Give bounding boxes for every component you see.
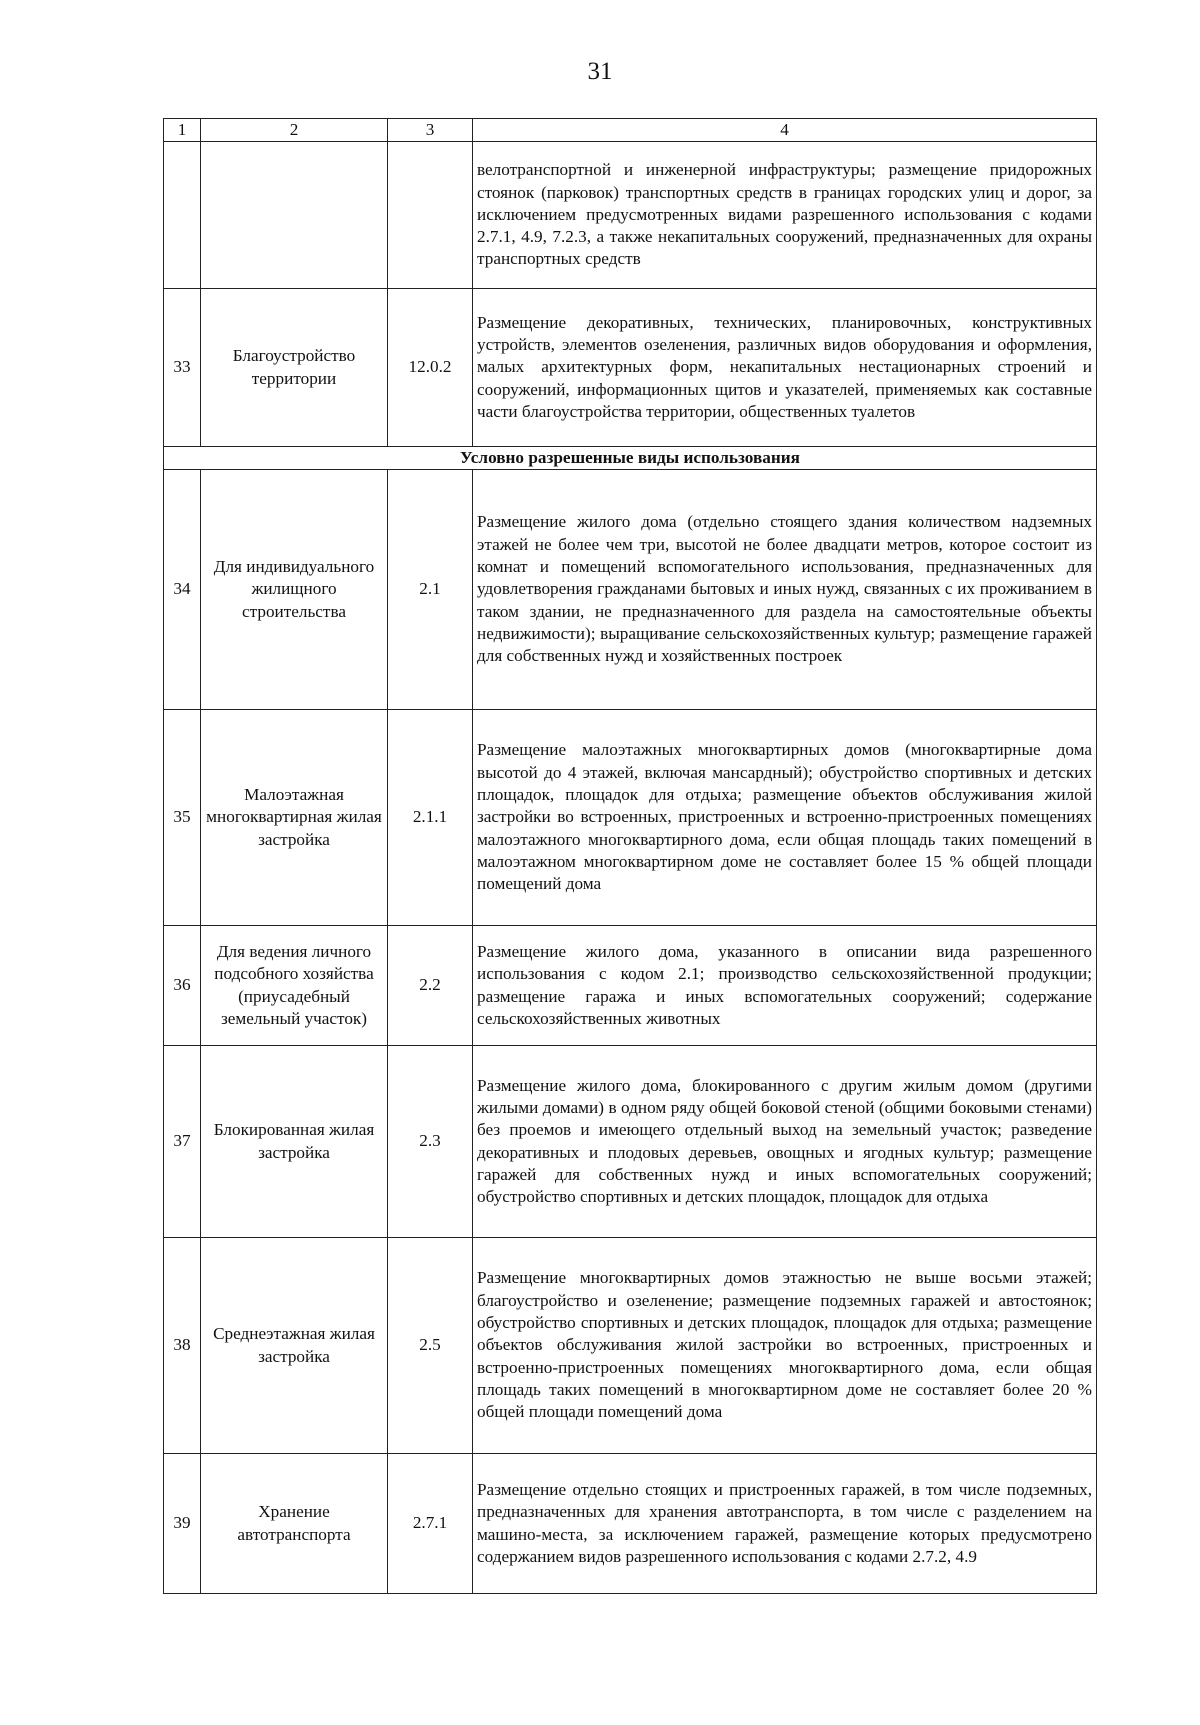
table-row: [164, 289, 1097, 447]
land-use-table: [163, 118, 1097, 1594]
use-description: Размещение жилого дома (отдельно стоящего здания количеством надземных этажей не более чем три, высотой не более двадцати метров, которое состоит из комнат и помещений вспомогательного использования, предназначенных для удовлетворения гражданами бытовых и иных нужд, связанных с их проживанием в таком здании, не предназначенного для раздела на самостоятельные объекты недвижимости); выращивание сельскохозяйственных культур; размещение гаражей для собственных нужд и хозяйственных построек: [473, 470, 1097, 710]
use-name: Для индивидуального жилищного строительства: [201, 470, 388, 710]
header-col-1: 1: [164, 119, 201, 142]
row-number: 39: [164, 1454, 201, 1594]
use-code: 12.0.2: [388, 289, 473, 447]
table-row: [164, 926, 1097, 1046]
use-code: 2.1.1: [388, 710, 473, 926]
use-description: Размещение жилого дома, указанного в описании вида разрешенного использования с кодом 2.1; производство сельскохозяйственной продукции; размещение гаража и иных вспомогательных сооружений; содержание сельскохозяйственных животных: [473, 926, 1097, 1046]
table-row: [164, 470, 1097, 710]
use-name: Благоустройство территории: [201, 289, 388, 447]
use-code: 2.3: [388, 1046, 473, 1238]
use-name: Среднеэтажная жилая застройка: [201, 1238, 388, 1454]
page-number: 31: [587, 58, 613, 85]
use-description: Размещение многоквартирных домов этажностью не выше восьми этажей; благоустройство и озеленение; размещение подземных гаражей и автостоянок; обустройство спортивных и детских площадок, площадок для отдыха; размещение объектов обслуживания жилой застройки во встроенных, пристроенных и встроенно-пристроенных помещениях многоквартирного дома, если общая площадь таких помещений в многоквартирном доме не составляет более 20 % общей площади помещений дома: [473, 1238, 1097, 1454]
use-description: велотранспортной и инженерной инфраструктуры; размещение придорожных стоянок (парковок) транспортных средств в границах городских улиц и дорог, за исключением предусмотренных видами разрешенного использования с кодами 2.7.1, 4.9, 7.2.3, а также некапитальных сооружений, предназначенных для охраны транспортных средств: [473, 142, 1097, 289]
header-col-4: 4: [473, 119, 1097, 142]
table-row: [164, 1046, 1097, 1238]
table-row: [164, 1238, 1097, 1454]
use-name: Малоэтажная многоквартирная жилая застройка: [201, 710, 388, 926]
row-number: 38: [164, 1238, 201, 1454]
row-number: 37: [164, 1046, 201, 1238]
use-description: Размещение отдельно стоящих и пристроенных гаражей, в том числе подземных, предназначенных для хранения автотранспорта, в том числе с разделением на машино-места, за исключением гаражей, размещение которых предусмотрено содержанием видов разрешенного использования с кодами 2.7.2, 4.9: [473, 1454, 1097, 1594]
header-col-2: 2: [201, 119, 388, 142]
header-col-3: 3: [388, 119, 473, 142]
section-row: [164, 447, 1097, 470]
use-name: Для ведения личного подсобного хозяйства (приусадебный земельный участок): [201, 926, 388, 1046]
use-description: Размещение декоративных, технических, планировочных, конструктивных устройств, элементов озеленения, различных видов оборудования и оформления, малых архитектурных форм, некапитальных нестационарных строений и сооружений, информационных щитов и указателей, применяемых как составные части благоустройства территории, общественных туалетов: [473, 289, 1097, 447]
table-row: [164, 142, 1097, 289]
row-number: 33: [164, 289, 201, 447]
use-code: 2.5: [388, 1238, 473, 1454]
use-name: [201, 142, 388, 289]
use-code: 2.7.1: [388, 1454, 473, 1594]
use-description: Размещение малоэтажных многоквартирных домов (многоквартирные дома высотой до 4 этажей, включая мансардный); обустройство спортивных и детских площадок, площадок для отдыха; размещение объектов обслуживания жилой застройки во встроенных, пристроенных и встроенно-пристроенных помещениях малоэтажного многоквартирного дома, если общая площадь таких помещений в малоэтажном многоквартирном доме не составляет более 15 % общей площади помещений дома: [473, 710, 1097, 926]
row-number: 35: [164, 710, 201, 926]
row-number: [164, 142, 201, 289]
table-row: [164, 710, 1097, 926]
use-code: [388, 142, 473, 289]
section-title: Условно разрешенные виды использования: [164, 447, 1097, 470]
row-number: 36: [164, 926, 201, 1046]
use-name: Хранение автотранспорта: [201, 1454, 388, 1594]
header-row: [164, 119, 1097, 142]
row-number: 34: [164, 470, 201, 710]
use-code: 2.2: [388, 926, 473, 1046]
table-row: [164, 1454, 1097, 1594]
use-name: Блокированная жилая застройка: [201, 1046, 388, 1238]
use-description: Размещение жилого дома, блокированного с другим жилым домом (другими жилыми домами) в одном ряду общей боковой стеной (общими боковыми стенами) без проемов и имеющего отдельный выход на земельный участок; разведение декоративных и плодовых деревьев, овощных и ягодных культур; размещение гаражей для собственных нужд и иных вспомогательных сооружений; обустройство спортивных и детских площадок, площадок для отдыха: [473, 1046, 1097, 1238]
use-code: 2.1: [388, 470, 473, 710]
